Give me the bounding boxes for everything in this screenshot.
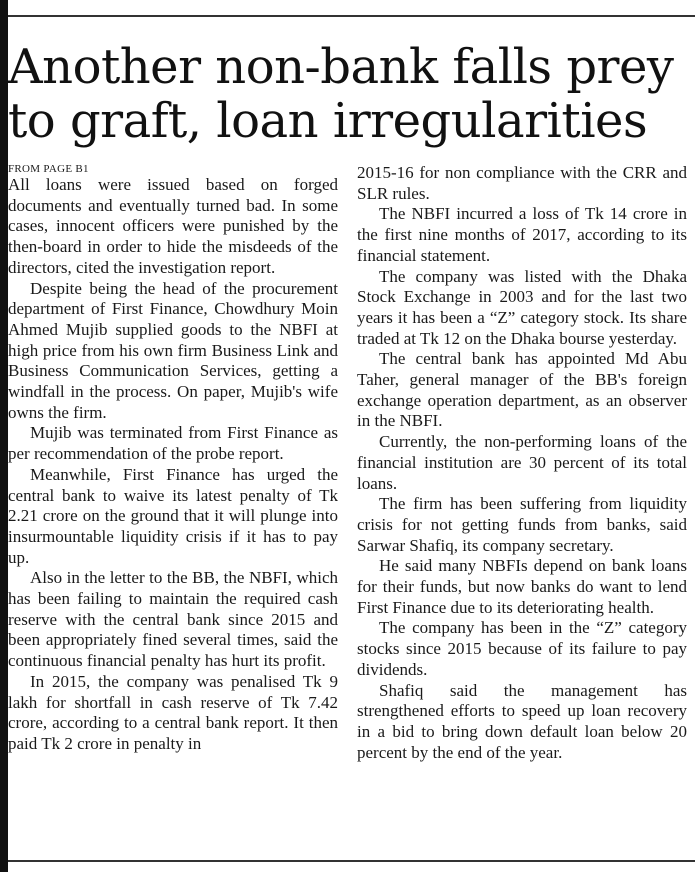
top-rule <box>8 15 695 17</box>
paragraph: In 2015, the company was penalised Tk 9 lakh for shortfall in cash reserve of Tk 7.42 crore, according to a central bank report. It then paid Tk 2 crore in penalty in <box>8 671 338 753</box>
paragraph: He said many NBFIs depend on bank loans for their funds, but now banks do want to lend First Finance due to its deteriorating health. <box>357 556 687 617</box>
paragraph: Currently, the non-performing loans of the financial institution are 30 percent of its total loans. <box>357 432 687 493</box>
page-edge-bar <box>0 0 8 872</box>
paragraph: 2015-16 for non compliance with the CRR and SLR rules. <box>357 163 687 203</box>
paragraph: Despite being the head of the procurement department of First Finance, Chowdhury Moin Ahmed Mujib supplied goods to the NBFI at high price from his own firm Business Link and Business Communication Services, getting a windfall in the process. On paper, Mujib's wife owns the firm. <box>8 278 338 422</box>
paragraph: All loans were issued based on forged documents and eventually turned bad. In some cases, innocent officers were punished by the then-board in order to hide the misdeeds of the directors, cited the investigation report. <box>8 175 338 277</box>
paragraph: Shafiq said the management has strengthened efforts to speed up loan recovery in a bid to bring down default loan below 20 percent by the end of the year. <box>357 680 687 762</box>
paragraph: The central bank has appointed Md Abu Taher, general manager of the BB's foreign exchange operation department, as an observer in the NBFI. <box>357 349 687 431</box>
article-column-right <box>357 163 687 763</box>
paragraph: Meanwhile, First Finance has urged the central bank to waive its latest penalty of Tk 2.21 crore on the ground that it will plunge into insurmountable liquidity crisis if it has to pay up. <box>8 464 338 567</box>
paragraph: The company was listed with the Dhaka Stock Exchange in 2003 and for the last two years it has been a “Z” category stock. Its share traded at Tk 12 on the Dhaka bourse yesterday. <box>357 266 687 348</box>
paragraph: The firm has been suffering from liquidity crisis for not getting funds from banks, said Sarwar Shafiq, its company secretary. <box>357 494 687 555</box>
jump-label: FROM PAGE B1 <box>8 163 89 175</box>
section-header <box>12 0 132 8</box>
paragraph: Mujib was terminated from First Finance as per recommendation of the probe report. <box>8 423 338 464</box>
paragraph: The NBFI incurred a loss of Tk 14 crore in the first nine months of 2017, according to its financial statement. <box>357 204 687 265</box>
paragraph: The company has been in the “Z” category stocks since 2015 because of its failure to pay dividends. <box>357 618 687 679</box>
paragraph: Also in the letter to the BB, the NBFI, which has been failing to maintain the required cash reserve with the central bank since 2015 and been appropriately fined several times, said the continuous financial penalty has hurt its profit. <box>8 568 338 671</box>
article-column-left <box>8 163 338 755</box>
bottom-rule <box>8 860 695 862</box>
headline: Another non-bank falls prey to graft, loan irregularities <box>8 39 674 149</box>
